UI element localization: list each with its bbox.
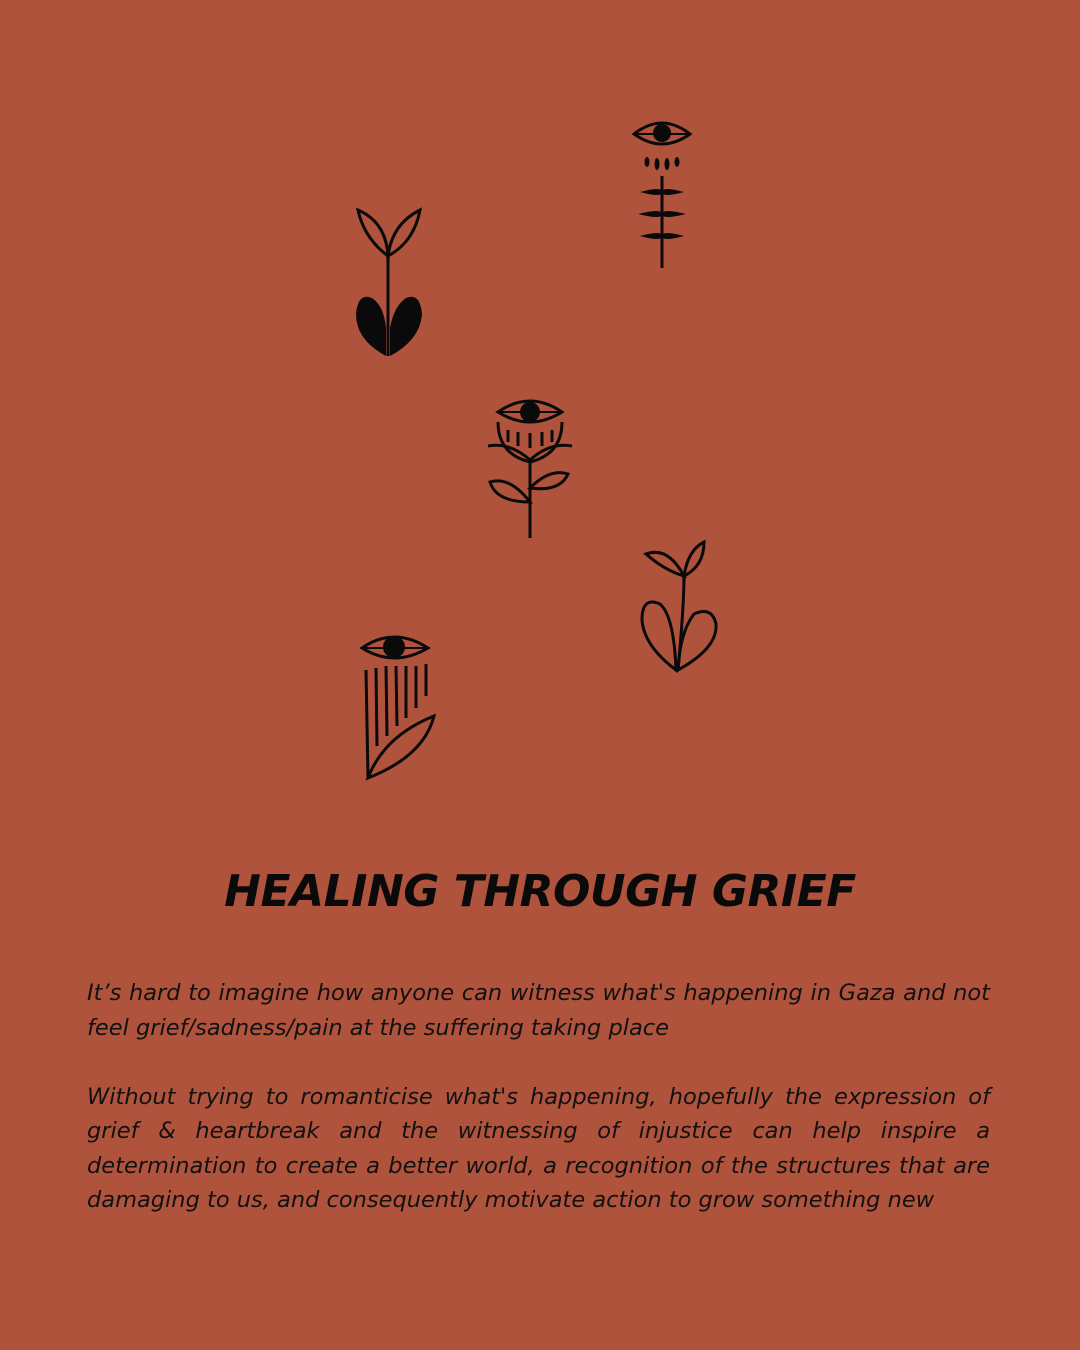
paragraph-hope: Without trying to romanticise what's happening, hopefully the expression of grief & heartbreak and the witnessing of injustice can help inspire a determination to create a better world, a recognition of the structures that are damaging to us, and consequently motivate action to grow something new [87,1083,990,1213]
sprout-with-outline-leaves-icon [634,536,724,680]
eye-flower-icon [484,394,576,544]
page-title: HEALING THROUGH GRIEF [224,866,856,917]
sprout-with-heart-leaves-icon [348,204,432,364]
body-text [87,976,990,1218]
paragraph-intro: It’s hard to imagine how anyone can witness what's happening in Gaza and not feel grief/sadness/pain at the suffering taking place [87,980,990,1041]
eye-with-tears-and-stem-icon [626,114,698,274]
eye-with-rain-and-leaf-icon [354,626,438,786]
